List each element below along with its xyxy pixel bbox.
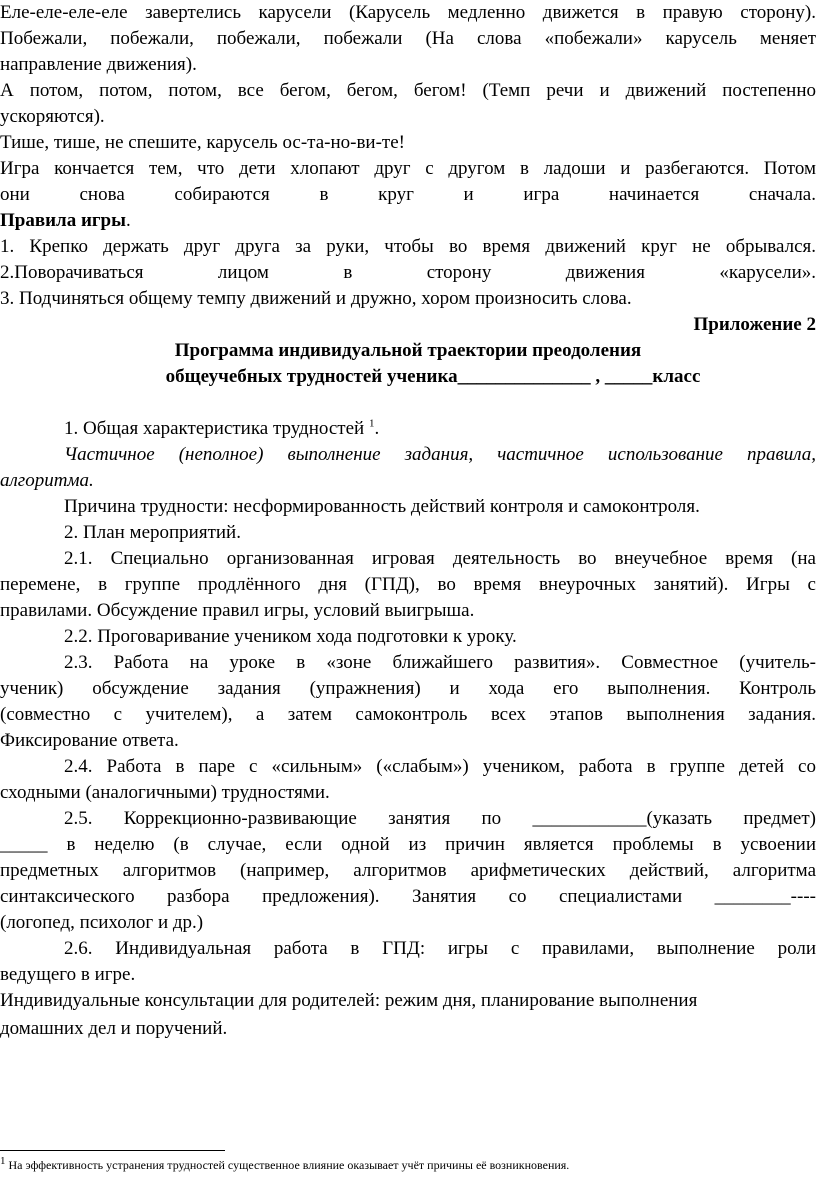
game-line: Тише, тише, не спешите, карусель ос-та-но-ви-те!: [0, 132, 405, 153]
plan-item-line: 2.3. Работа на уроке в «зоне ближайшего развития». Совместное (учитель-: [64, 652, 816, 673]
rules-heading-tail: .: [125, 210, 131, 231]
consultation-line: Индивидуальные консультации для родителей: режим дня, планирование выполнения: [0, 990, 698, 1011]
game-line: направление движения).: [0, 54, 197, 75]
game-line: ускоряются).: [0, 106, 105, 127]
section1-italic-line: алгоритма.: [0, 470, 94, 491]
section1-heading: [0, 416, 816, 442]
plan-item-line: (совместно с учителем), а затем самоконтроль всех этапов выполнения задания.: [0, 704, 816, 725]
game-line: А потом, потом, потом, все бегом, бегом, бегом! (Темп речи и движений постепенно: [0, 80, 816, 101]
section2-heading: 2. План мероприятий.: [64, 522, 241, 543]
plan-item-line: _____ в неделю (в случае, если одной из причин является проблемы в усвоении: [0, 834, 816, 855]
game-line: они снова собираются в круг и игра начинается сначала.: [0, 184, 816, 205]
plan-item-line: сходными (аналогичными) трудностями.: [0, 782, 330, 803]
plan-item-line: ведущего в игре.: [0, 964, 136, 985]
rule-item: 3. Подчиняться общему темпу движений и дружно, хором произносить слова.: [0, 288, 632, 309]
plan-item-line: 2.2. Проговаривание учеником хода подготовки к уроку.: [64, 626, 517, 647]
footnote-mark: 1: [0, 1155, 6, 1167]
rules-heading-line: [0, 208, 816, 234]
section1-cause: Причина трудности: несформированность действий контроля и самоконтроля.: [64, 496, 700, 517]
plan-item-line: 2.1. Специально организованная игровая деятельность во внеучебное время (на: [64, 548, 816, 569]
section1-italic-line: Частичное (неполное) выполнение задания, частичное использование правила,: [64, 444, 816, 465]
rule-item: 2.Поворачиваться лицом в сторону движения «карусели».: [0, 262, 816, 283]
section1-heading-text: 1. Общая характеристика трудностей: [64, 418, 369, 439]
plan-item-line: синтаксического разбора предложения). Занятия со специалистами ________----: [0, 886, 816, 907]
footnote-separator: [0, 1150, 225, 1151]
plan-item-line: 2.4. Работа в паре с «сильным» («слабым») учеником, работа в группе детей со: [64, 756, 816, 777]
footnote-reference: 1: [368, 417, 375, 430]
consultation-line: домашних дел и поручений.: [0, 1018, 228, 1039]
plan-item-line: Фиксирование ответа.: [0, 730, 179, 751]
plan-item-line: предметных алгоритмов (например, алгоритмов арифметических действий, алгоритма: [0, 860, 816, 881]
game-line: Побежали, побежали, побежали, побежали (На слова «побежали» карусель меняет: [0, 28, 816, 49]
footnote-text: На эффективность устранения трудностей существенное влияние оказывает учёт причины её возникновения.: [5, 1158, 570, 1172]
plan-item-line: перемене, в группе продлённого дня (ГПД), во время внеурочных занятий). Игры с: [0, 574, 816, 595]
game-line: Еле-еле-еле-еле завертелись карусели (Карусель медленно движется в правую сторону).: [0, 2, 816, 23]
game-line: Игра кончается тем, что дети хлопают друг с другом в ладоши и разбегаются. Потом: [0, 158, 816, 179]
plan-item-line: правилами. Обсуждение правил игры, условий выигрыша.: [0, 600, 475, 621]
section1-heading-tail: .: [374, 418, 380, 439]
plan-item-line: 2.6. Индивидуальная работа в ГПД: игры с правилами, выполнение роли: [64, 938, 816, 959]
plan-item-line: ученик) обсуждение задания (упражнения) и хода его выполнения. Контроль: [0, 678, 816, 699]
rule-item: 1. Крепко держать друг друга за руки, чтобы во время движений круг не обрывался.: [0, 236, 816, 257]
appendix-title-line: Программа индивидуальной траектории преодоления: [174, 340, 642, 361]
appendix-title-line: общеучебных трудностей ученика______________ , _____класс: [165, 366, 701, 387]
footnote: [0, 1157, 816, 1173]
plan-item-line: (логопед, психолог и др.): [0, 912, 204, 933]
rules-heading: Правила игры: [0, 210, 126, 231]
plan-item-line: 2.5. Коррекционно-развивающие занятия по ____________(указать предмет): [64, 808, 816, 829]
appendix-label: Приложение 2: [693, 314, 816, 335]
